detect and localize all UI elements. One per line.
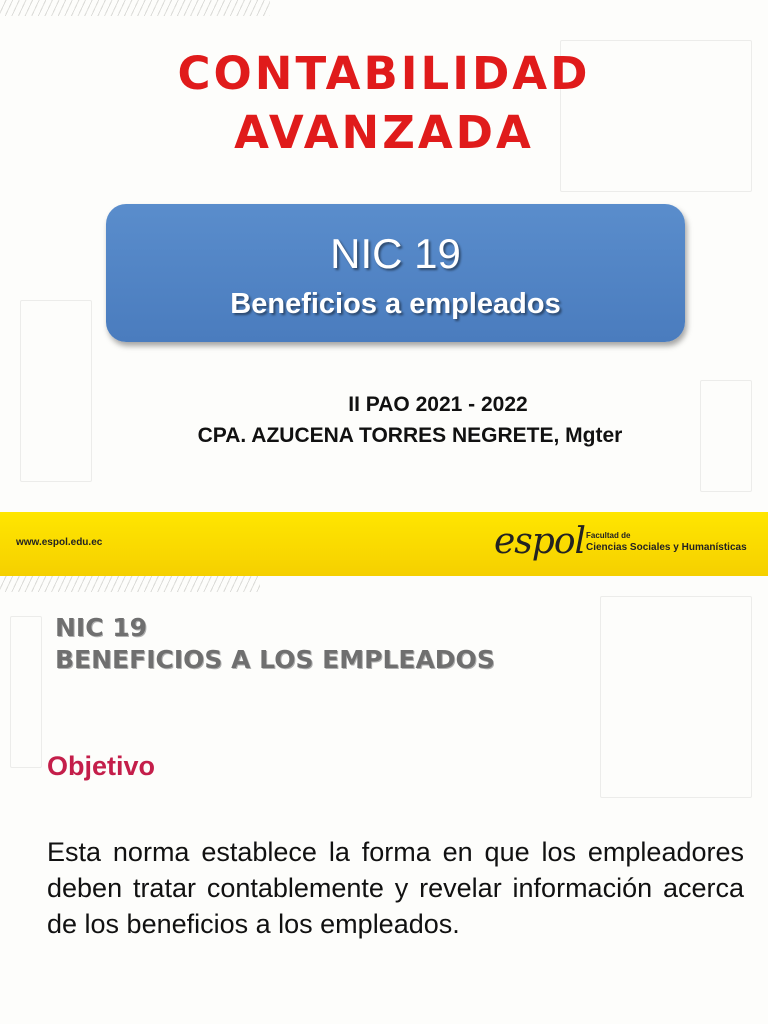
- decorative-sketch: [600, 596, 752, 798]
- decorative-sketch: [10, 616, 42, 768]
- nic-banner: [106, 204, 685, 342]
- decorative-hatch: [0, 0, 270, 16]
- decorative-hatch: [0, 576, 260, 592]
- footer-band: [0, 512, 768, 576]
- faculty-label: [586, 531, 747, 554]
- decorative-sketch: [20, 300, 92, 482]
- section-title-line-1: NIC 19: [55, 613, 148, 642]
- content-slide: [0, 576, 768, 1024]
- objective-paragraph: Esta norma establece la forma en que los empleadores deben tratar contablemente y revelar información acerca de los beneficios a los empleados.: [47, 837, 744, 939]
- nic-subtitle: Beneficios a empleados: [230, 288, 561, 320]
- faculty-line-2: Ciencias Sociales y Humanísticas: [586, 542, 747, 553]
- main-title: [0, 44, 768, 162]
- section-title-line-2: BENEFICIOS A LOS EMPLEADOS: [55, 645, 495, 674]
- objective-heading: Objetivo: [47, 751, 156, 781]
- nic-code: NIC 19: [330, 230, 461, 277]
- main-title-line-1: CONTABILIDAD: [177, 47, 591, 100]
- section-title: [55, 612, 495, 676]
- faculty-line-1: Facultad de: [586, 531, 631, 540]
- website-link[interactable]: www.espol.edu.ec: [16, 537, 103, 548]
- academic-period: II PAO 2021 - 2022: [348, 393, 528, 416]
- main-title-line-2: AVANZADA: [234, 106, 534, 159]
- espol-logo: espol: [494, 521, 586, 562]
- author-name: CPA. AZUCENA TORRES NEGRETE, Mgter: [197, 424, 623, 447]
